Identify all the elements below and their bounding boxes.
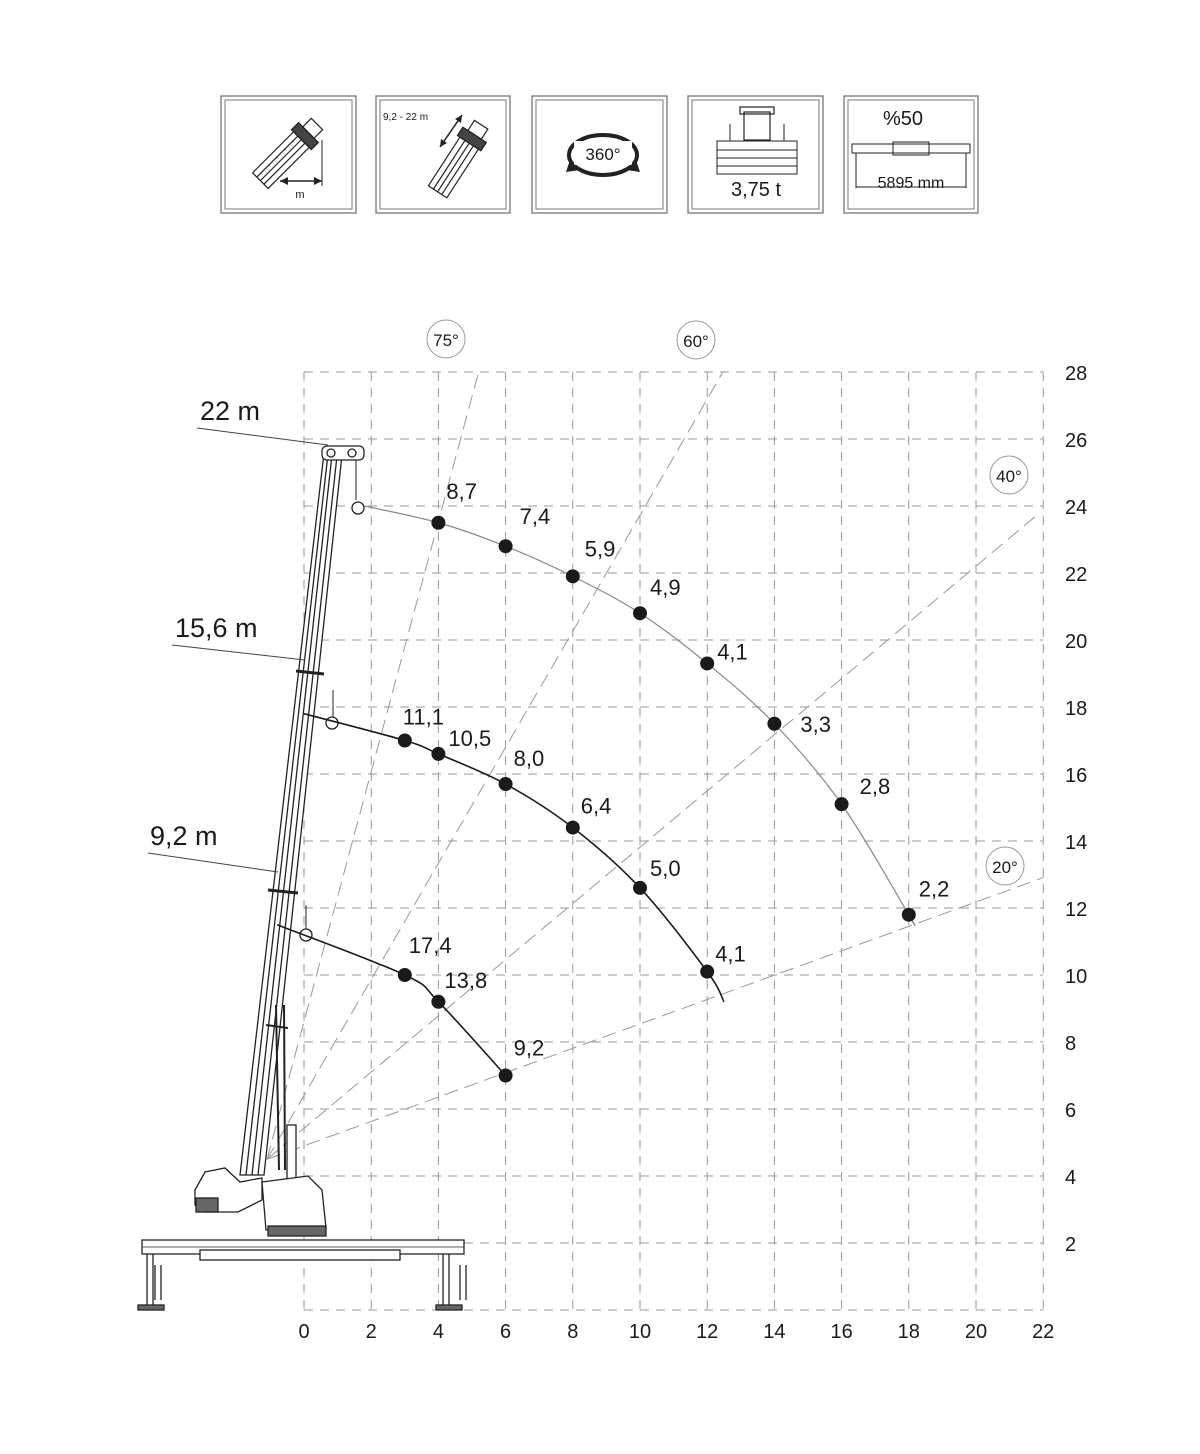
- load-value-label: 4,1: [717, 639, 748, 665]
- load-value-label: 2,8: [859, 774, 891, 800]
- svg-text:20°: 20°: [992, 858, 1018, 877]
- y-tick-label: 16: [1065, 765, 1088, 787]
- load-value-label: 11,1: [402, 704, 444, 730]
- y-tick-label: 12: [1065, 899, 1088, 921]
- boom-label-9-2m: 9,2 m: [150, 821, 218, 851]
- load-value-label: 10,5: [448, 725, 492, 751]
- x-tick-label: 0: [298, 1321, 310, 1343]
- slew-spec-icon: [532, 96, 667, 213]
- x-tick-label: 8: [567, 1321, 579, 1343]
- svg-text:60°: 60°: [683, 332, 709, 351]
- angle-40-badge: [990, 456, 1028, 494]
- y-tick-label: 18: [1065, 698, 1088, 720]
- y-tick-label: 4: [1065, 1167, 1077, 1189]
- telescope-label: 9,2 - 22 m: [383, 112, 429, 123]
- load-value-label: 17,4: [408, 933, 452, 958]
- outrigger-span-spec-icon: [844, 96, 978, 213]
- angle-75-badge: [427, 320, 465, 358]
- load-curve-3: [277, 925, 505, 1076]
- load-point: [431, 516, 445, 530]
- load-point: [398, 968, 412, 982]
- y-tick-label: 20: [1065, 631, 1088, 653]
- y-tick-label: 24: [1065, 497, 1088, 519]
- x-tick-label: 20: [964, 1321, 988, 1343]
- max-capacity-spec-icon: [688, 96, 823, 213]
- load-point: [499, 777, 513, 791]
- angle-badges: [427, 320, 1028, 885]
- load-value-label: 2,2: [918, 876, 950, 902]
- y-tick-label: 26: [1065, 430, 1088, 452]
- y-tick-label: 14: [1065, 832, 1088, 854]
- load-point: [499, 539, 513, 553]
- load-value-label: 3,3: [800, 711, 831, 737]
- load-point: [566, 569, 580, 583]
- x-tick-label: 16: [830, 1321, 853, 1343]
- x-tick-label: 6: [500, 1321, 512, 1343]
- load-value-label: 6,4: [580, 793, 612, 819]
- x-axis-ticks: [298, 1321, 1054, 1343]
- y-tick-label: 8: [1065, 1033, 1077, 1055]
- load-point: [700, 965, 714, 979]
- load-value-label: 4,9: [650, 575, 681, 601]
- load-point: [633, 881, 647, 895]
- y-tick-label: 28: [1065, 363, 1088, 385]
- load-value-label: 4,1: [715, 941, 746, 967]
- boom-label-22m: 22 m: [200, 396, 261, 426]
- load-value-label: 8,7: [446, 478, 477, 504]
- y-tick-label: 2: [1065, 1234, 1077, 1256]
- outreach-label: m: [295, 189, 305, 201]
- x-tick-label: 22: [1032, 1321, 1055, 1343]
- load-point: [767, 717, 781, 731]
- x-tick-label: 4: [432, 1321, 444, 1343]
- boom-label-15-6m: 15,6 m: [175, 613, 258, 643]
- load-value-label: 7,4: [519, 504, 551, 530]
- outrigger-span-label: 5895 mm: [877, 175, 945, 192]
- load-point: [835, 797, 849, 811]
- load-value-label: 5,0: [650, 855, 681, 881]
- y-tick-label: 6: [1065, 1100, 1077, 1122]
- load-point: [700, 656, 714, 670]
- y-tick-label: 10: [1065, 966, 1088, 988]
- load-point: [633, 606, 647, 620]
- crane-illustration: [138, 446, 466, 1310]
- y-axis-ticks: [1065, 363, 1087, 1256]
- capacity-label: 3,75 t: [730, 179, 782, 201]
- chart-grid: [304, 372, 1043, 1310]
- x-tick-label: 2: [365, 1321, 377, 1343]
- angle-60-badge: [677, 321, 715, 359]
- outrigger-percent-label: %50: [882, 108, 924, 130]
- angle-ray-40: [267, 513, 1039, 1159]
- load-value-label: 5,9: [584, 536, 616, 562]
- x-tick-label: 18: [897, 1321, 920, 1343]
- load-point: [431, 747, 445, 761]
- spec-icons: [221, 96, 978, 213]
- load-value-label: 9,2: [513, 1035, 545, 1061]
- load-points: [398, 479, 950, 1083]
- load-point: [431, 995, 445, 1009]
- outreach-spec-icon: [221, 96, 356, 213]
- slew-label: 360°: [585, 145, 621, 164]
- x-tick-label: 10: [628, 1321, 652, 1343]
- x-tick-label: 12: [696, 1321, 719, 1343]
- svg-text:40°: 40°: [996, 467, 1022, 486]
- load-point: [398, 734, 412, 748]
- angle-ray-20: [267, 878, 1043, 1160]
- load-point: [902, 908, 916, 922]
- y-tick-label: 22: [1065, 564, 1088, 586]
- load-point: [566, 821, 580, 835]
- load-point: [499, 1069, 513, 1083]
- x-tick-label: 14: [763, 1321, 786, 1343]
- telescope-spec-icon: [376, 96, 510, 213]
- angle-rays: [267, 372, 1043, 1159]
- svg-text:75°: 75°: [433, 331, 459, 350]
- angle-20-badge: [986, 847, 1024, 885]
- load-value-label: 13,8: [444, 967, 488, 993]
- load-value-label: 8,0: [513, 746, 545, 772]
